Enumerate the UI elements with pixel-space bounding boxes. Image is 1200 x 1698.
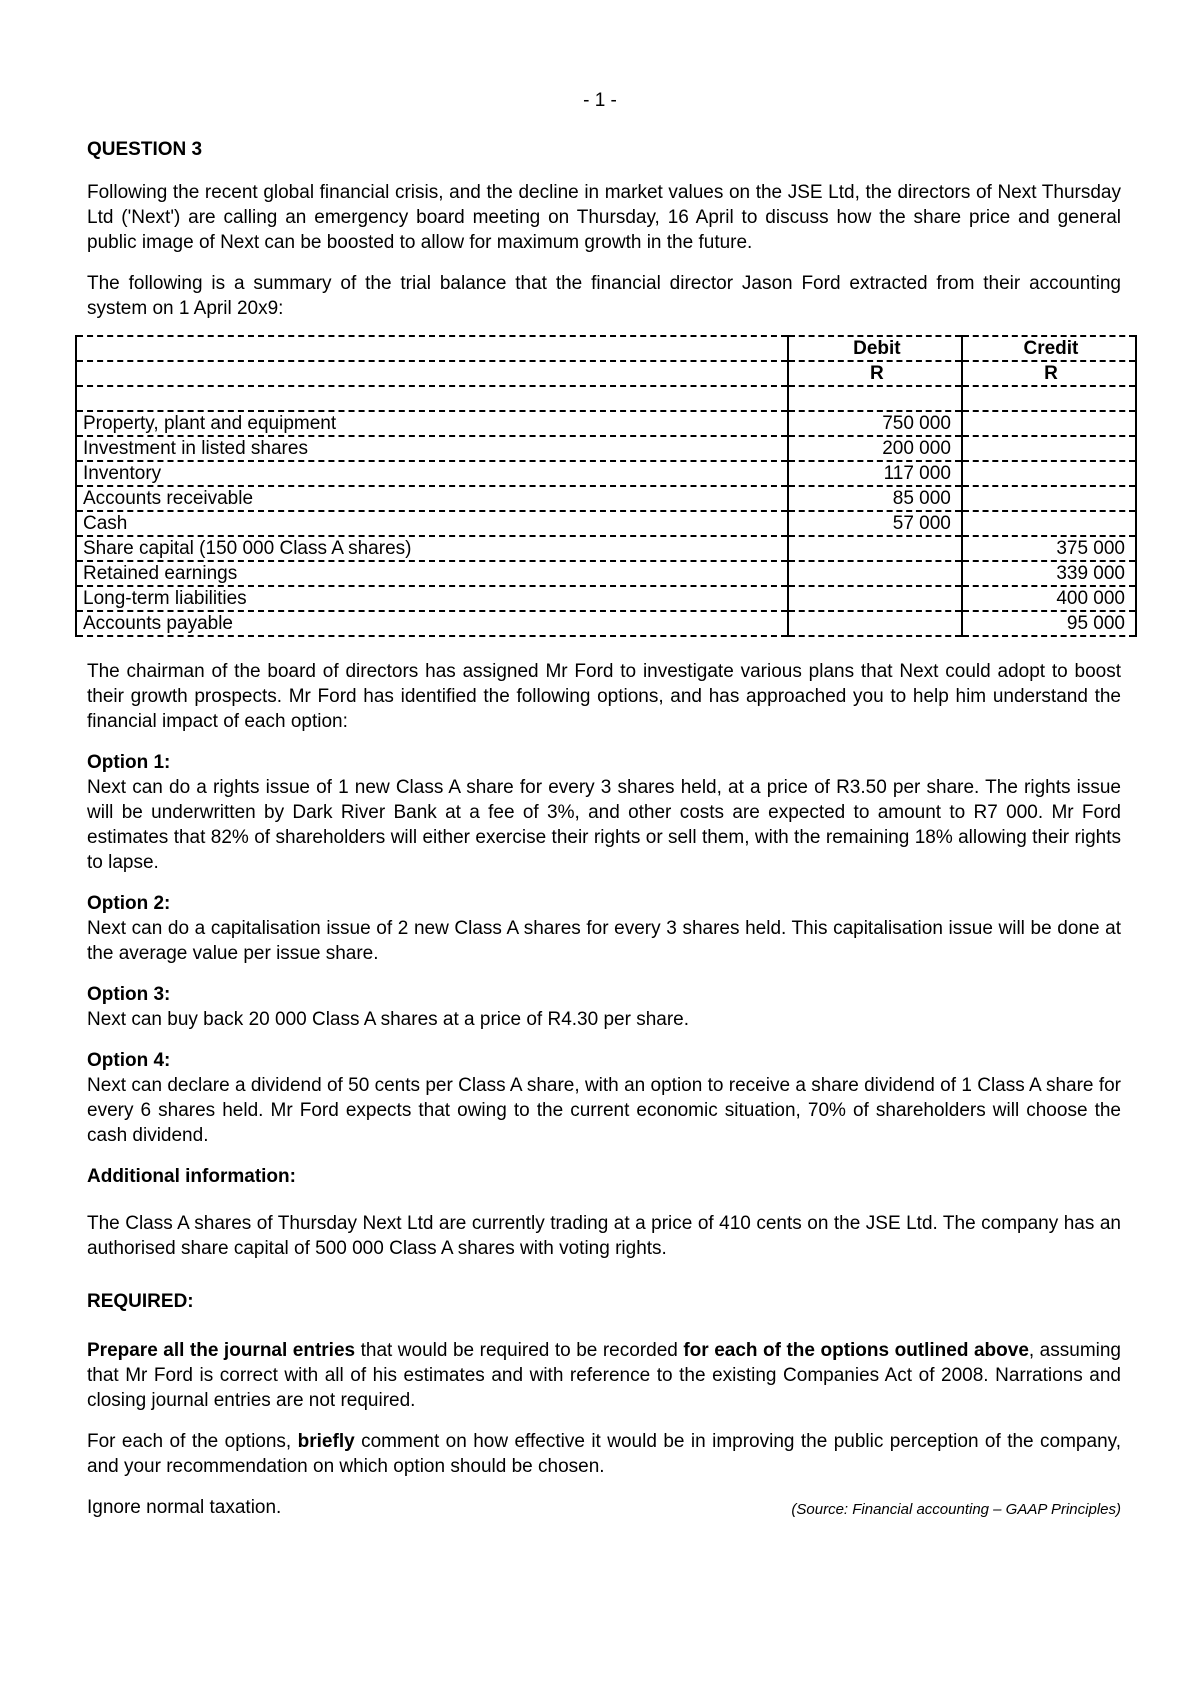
table-row bbox=[76, 586, 1136, 611]
item-cell: Share capital (150 000 Class A shares) bbox=[76, 536, 788, 561]
option-text: Next can do a capitalisation issue of 2 new Class A shares for every 3 shares held. This capitalisation issue will be done at the average value per issue share. bbox=[87, 918, 1121, 964]
item-cell: Investment in listed shares bbox=[76, 436, 788, 461]
debit-cell: 85 000 bbox=[788, 486, 962, 511]
credit-header: Credit bbox=[962, 336, 1136, 361]
item-cell: Retained earnings bbox=[76, 561, 788, 586]
debit-cell: 200 000 bbox=[788, 436, 962, 461]
credit-cell bbox=[962, 511, 1136, 536]
debit-cell: 117 000 bbox=[788, 461, 962, 486]
table-row bbox=[76, 486, 1136, 511]
required-paragraph-2 bbox=[87, 1429, 1121, 1479]
option-1 bbox=[87, 750, 1121, 875]
item-cell: Inventory bbox=[76, 461, 788, 486]
option-text: Next can declare a dividend of 50 cents per Class A share, with an option to receive a share dividend of 1 Class A share for every 6 shares held. Mr Ford expects that owing to the current economic situation, 70% of shareholders will choose the cash dividend. bbox=[87, 1075, 1121, 1146]
table-row bbox=[76, 511, 1136, 536]
required2-text-2: comment on how effective it would be in improving the public perception of the company, and your recommendation on which option should be chosen. bbox=[87, 1431, 1122, 1477]
option-title: Option 3: bbox=[87, 984, 171, 1005]
ignore-line bbox=[87, 1495, 1121, 1520]
option-title: Option 1: bbox=[87, 752, 171, 773]
debit-cell bbox=[788, 561, 962, 586]
credit-cell bbox=[962, 436, 1136, 461]
debit-header: Debit bbox=[788, 336, 962, 361]
document-content bbox=[83, 137, 1125, 1520]
spacer-cell bbox=[76, 386, 788, 411]
credit-cell: 400 000 bbox=[962, 586, 1136, 611]
table-header-row bbox=[76, 336, 1136, 361]
option-text: Next can do a rights issue of 1 new Class A share for every 3 shares held, at a price of R3.50 per share. The rights issue will be underwritten by Dark River Bank at a fee of 3%, and other costs are expected to amount to R7 000. Mr Ford estimates that 82% of shareholders will either exercise their rights or sell them, with the remaining 18% allowing their rights to lapse. bbox=[87, 777, 1121, 873]
header-blank-cell bbox=[76, 336, 788, 361]
required-paragraph-1 bbox=[87, 1338, 1121, 1413]
source-citation: (Source: Financial accounting – GAAP Principles) bbox=[791, 1501, 1121, 1518]
option-3 bbox=[87, 982, 1121, 1032]
option-title: Option 2: bbox=[87, 893, 171, 914]
debit-cell: 750 000 bbox=[788, 411, 962, 436]
options-list bbox=[87, 750, 1121, 1148]
table-spacer-row bbox=[76, 386, 1136, 411]
table-row bbox=[76, 411, 1136, 436]
additional-info-title: Additional information: bbox=[87, 1166, 296, 1187]
option-4 bbox=[87, 1048, 1121, 1148]
trial-balance-intro: The following is a summary of the trial balance that the financial director Jason Ford extracted from their accounting system on 1 April 20x9: bbox=[87, 273, 1121, 319]
option-title: Option 4: bbox=[87, 1050, 171, 1071]
item-cell: Long-term liabilities bbox=[76, 586, 788, 611]
required2-bold: briefly bbox=[297, 1431, 355, 1452]
unit-blank-cell bbox=[76, 361, 788, 386]
item-cell: Accounts payable bbox=[76, 611, 788, 636]
option-text: Next can buy back 20 000 Class A shares at a price of R4.30 per share. bbox=[87, 1009, 690, 1030]
debit-cell bbox=[788, 586, 962, 611]
item-cell: Cash bbox=[76, 511, 788, 536]
required-title: REQUIRED: bbox=[87, 1291, 194, 1312]
table-row bbox=[76, 561, 1136, 586]
intro-paragraph: Following the recent global financial crisis, and the decline in market values on the JSE Ltd, the directors of Next Thursday Ltd ('Next') are calling an emergency board meeting on Thursday, 16 April to discuss how the share price and general public image of Next can be boosted to allow for maximum growth in the future. bbox=[87, 182, 1121, 253]
credit-unit: R bbox=[962, 361, 1136, 386]
credit-cell: 95 000 bbox=[962, 611, 1136, 636]
table-unit-row bbox=[76, 361, 1136, 386]
credit-cell bbox=[962, 411, 1136, 436]
chairman-paragraph: The chairman of the board of directors has assigned Mr Ford to investigate various plans that Next could adopt to boost their growth prospects. Mr Ford has identified the following options, and has approached you to help him understand the financial impact of each option: bbox=[87, 661, 1121, 732]
required-text-1: that would be required to be recorded bbox=[355, 1340, 684, 1361]
required-bold-2: for each of the options outlined above bbox=[683, 1340, 1029, 1361]
option-2 bbox=[87, 891, 1121, 966]
debit-cell bbox=[788, 611, 962, 636]
item-cell: Accounts receivable bbox=[76, 486, 788, 511]
required-bold-1: Prepare all the journal entries bbox=[87, 1340, 356, 1361]
trial-balance-table bbox=[75, 335, 1137, 637]
table-row bbox=[76, 611, 1136, 636]
debit-cell bbox=[788, 536, 962, 561]
spacer-cell bbox=[788, 386, 962, 411]
item-cell: Property, plant and equipment bbox=[76, 411, 788, 436]
debit-unit: R bbox=[788, 361, 962, 386]
additional-info-text: The Class A shares of Thursday Next Ltd are currently trading at a price of 410 cents on the JSE Ltd. The company has an authorised share capital of 500 000 Class A shares with voting rights. bbox=[87, 1213, 1121, 1259]
question-heading: QUESTION 3 bbox=[87, 139, 203, 160]
credit-cell bbox=[962, 461, 1136, 486]
credit-cell: 339 000 bbox=[962, 561, 1136, 586]
table-row bbox=[76, 536, 1136, 561]
page-number: - 1 - bbox=[583, 90, 617, 111]
credit-cell: 375 000 bbox=[962, 536, 1136, 561]
spacer-cell bbox=[962, 386, 1136, 411]
ignore-text: Ignore normal taxation. bbox=[87, 1497, 282, 1518]
table-row bbox=[76, 436, 1136, 461]
debit-cell: 57 000 bbox=[788, 511, 962, 536]
credit-cell bbox=[962, 486, 1136, 511]
required-text-2: , assuming that Mr Ford is correct with all of his estimates and with reference to the existing Companies Act of 2008. Narrations and closing journal entries are not required. bbox=[87, 1340, 1121, 1411]
table-row bbox=[76, 461, 1136, 486]
required2-text-1: For each of the options, bbox=[87, 1431, 298, 1452]
